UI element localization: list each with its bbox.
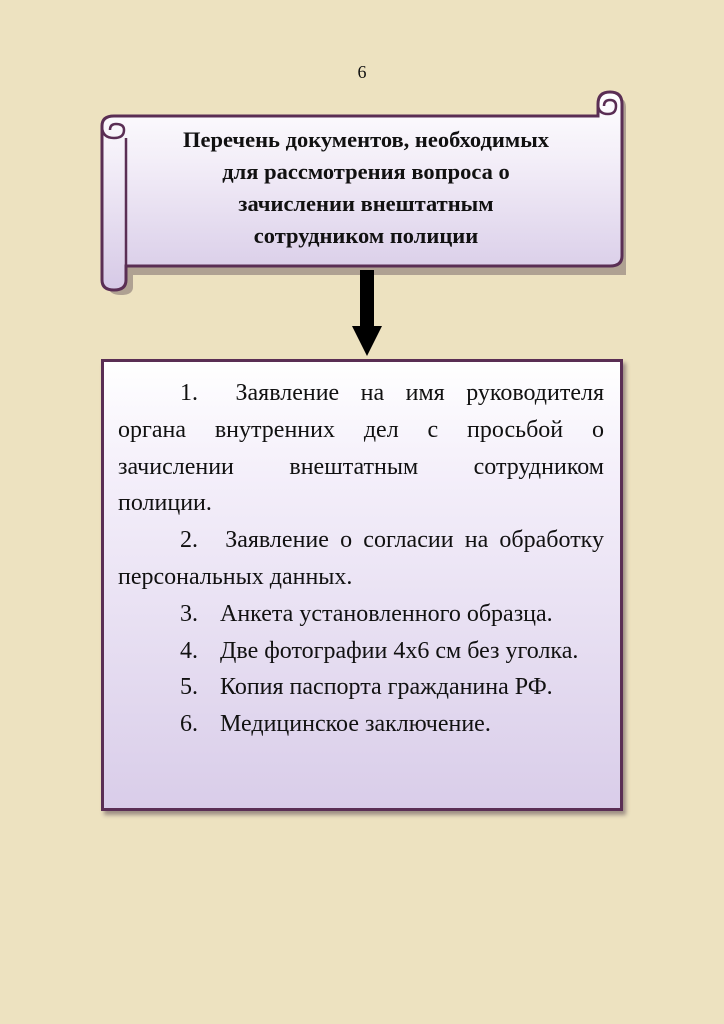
banner-title-line: Перечень документов, необходимых xyxy=(182,127,550,152)
list-item-text: Копия паспорта гражданина РФ. xyxy=(220,674,553,701)
list-item xyxy=(118,375,604,522)
list-item-number: 3. xyxy=(180,600,198,627)
list-item xyxy=(118,669,604,706)
list-item-number: 6. xyxy=(180,711,198,738)
banner-title-line: для рассмотрения вопроса о xyxy=(222,159,510,184)
list-item xyxy=(118,596,604,633)
list-item-number: 1. xyxy=(180,380,198,406)
list-item-text: Заявление о согласии на обработку персональных данных. xyxy=(118,527,604,590)
list-item xyxy=(118,522,604,596)
banner-title-line: сотрудником полиции xyxy=(253,223,479,248)
list-item xyxy=(118,633,604,670)
list-item-number: 5. xyxy=(180,674,198,701)
list-item-text: Анкета установленного образца. xyxy=(220,600,553,627)
list-item-number: 2. xyxy=(180,527,198,554)
list-item-text: Две фотографии 4х6 см без уголка. xyxy=(220,637,579,664)
list-item-number: 4. xyxy=(180,637,198,664)
down-arrow-icon xyxy=(352,270,382,360)
list-item-text: Заявление на имя руководителя органа внутренних дел с просьбой о зачислении внештатным сотрудником полиции. xyxy=(118,380,605,517)
documents-list xyxy=(118,375,604,743)
list-item-text: Медицинское заключение. xyxy=(220,711,491,738)
documents-box xyxy=(101,359,623,811)
page-number: 6 xyxy=(357,62,367,82)
list-item xyxy=(118,706,604,743)
banner-title-line: зачислении внештатным xyxy=(238,191,494,216)
banner-title xyxy=(132,124,600,262)
